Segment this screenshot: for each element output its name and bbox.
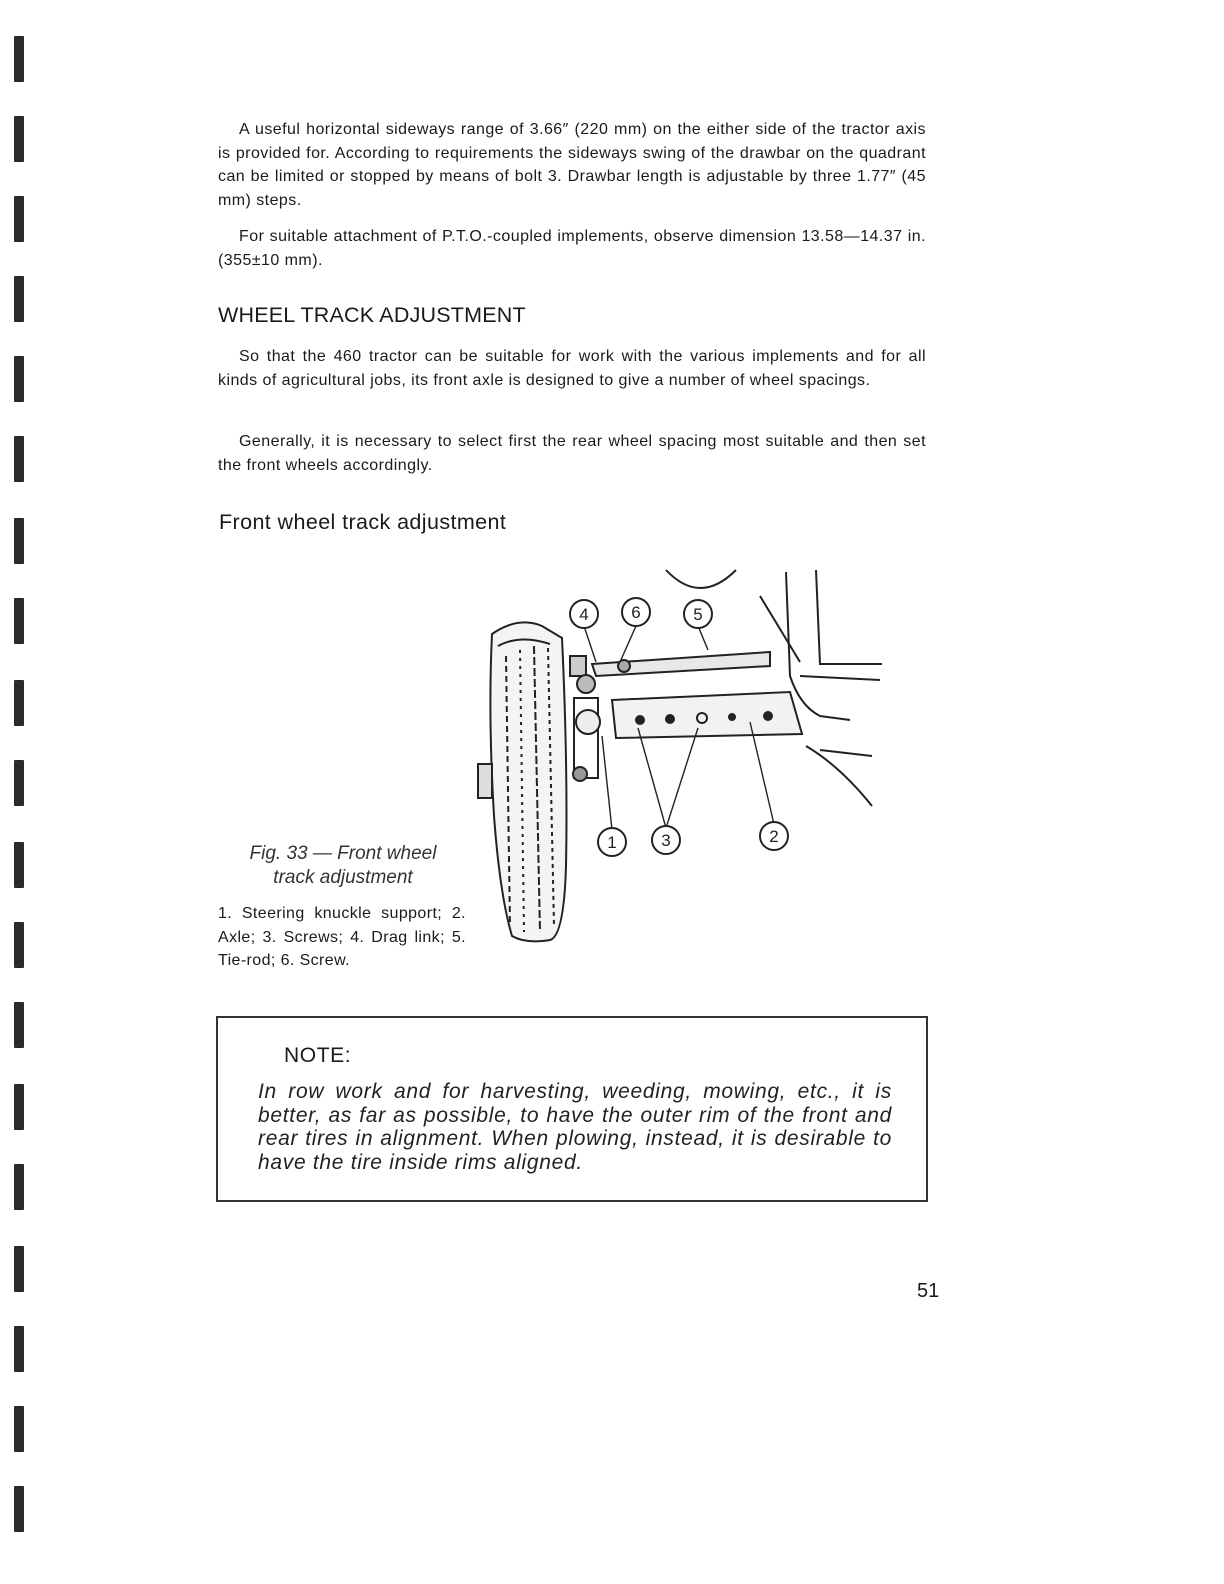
binding-hole (14, 1002, 24, 1048)
binding-hole (14, 1246, 24, 1292)
binding-hole (14, 196, 24, 242)
note-title: NOTE: (284, 1044, 352, 1067)
paragraph-rear-wheel-first: Generally, it is necessary to select first the rear wheel spacing most suitable and then set the front wheels accordingly. (218, 433, 926, 474)
binding-strip (14, 0, 38, 1584)
front-tire (478, 622, 567, 941)
binding-hole (14, 922, 24, 968)
figure-caption-line-1: Fig. 33 — Front wheel (249, 843, 437, 864)
binding-hole (14, 518, 24, 564)
callout-label-5: 5 (693, 605, 703, 624)
paragraph-pto-dimension: For suitable attachment of P.T.O.-coupled implements, observe dimension 13.58—14.37 in. (355±10 mm). (218, 228, 926, 269)
callout-label-2: 2 (769, 827, 779, 846)
axle-beam (612, 692, 802, 738)
binding-hole (14, 116, 24, 162)
callout-label-3: 3 (661, 831, 671, 850)
binding-hole (14, 356, 24, 402)
binding-hole (14, 36, 24, 82)
binding-hole (14, 1486, 24, 1532)
section-heading: WHEEL TRACK ADJUSTMENT (218, 303, 526, 327)
binding-hole (14, 1164, 24, 1210)
binding-hole (14, 436, 24, 482)
callout-label-6: 6 (631, 603, 641, 622)
paragraph-drawbar-range: A useful horizontal sideways range of 3.66″ (220 mm) on the either side of the tractor axis is provided for. According to requirements the sideways swing of the drawbar on the quadrant can be limited or stopped by means of bolt 3. Drawbar length is adjustable by three 1.77″ (45 mm) steps. (218, 121, 926, 209)
note-box (216, 1016, 928, 1202)
figure-caption-line-2: track adjustment (273, 867, 413, 888)
binding-hole (14, 842, 24, 888)
binding-hole (14, 1084, 24, 1130)
binding-hole (14, 1326, 24, 1372)
subsection-heading: Front wheel track adjustment (219, 510, 507, 534)
paragraph-wheel-spacings: So that the 460 tractor can be suitable for work with the various implements and for all kinds of agricultural jobs, its front axle is designed to give a number of wheel spacings. (218, 348, 926, 389)
figure-legend: 1. Steering knuckle support; 2. Axle; 3. Screws; 4. Drag link; 5. Tie-rod; 6. Screw. (218, 905, 466, 969)
binding-hole (14, 760, 24, 806)
page-number: 51 (917, 1280, 940, 1302)
callout-label-4: 4 (579, 605, 589, 624)
figure-caption (218, 842, 468, 890)
binding-hole (14, 680, 24, 726)
tie-rod (592, 652, 770, 676)
binding-hole (14, 276, 24, 322)
note-text: In row work and for harvesting, weeding, mowing, etc., it is better, as far as possible, to have the outer rim of the front and rear tires in alignment. When plowing, instead, it is desirable to have the tire inside rims aligned. (258, 1080, 892, 1174)
front-axle-illustration (470, 566, 890, 946)
binding-hole (14, 1406, 24, 1452)
callout-label-1: 1 (607, 833, 617, 852)
binding-hole (14, 598, 24, 644)
